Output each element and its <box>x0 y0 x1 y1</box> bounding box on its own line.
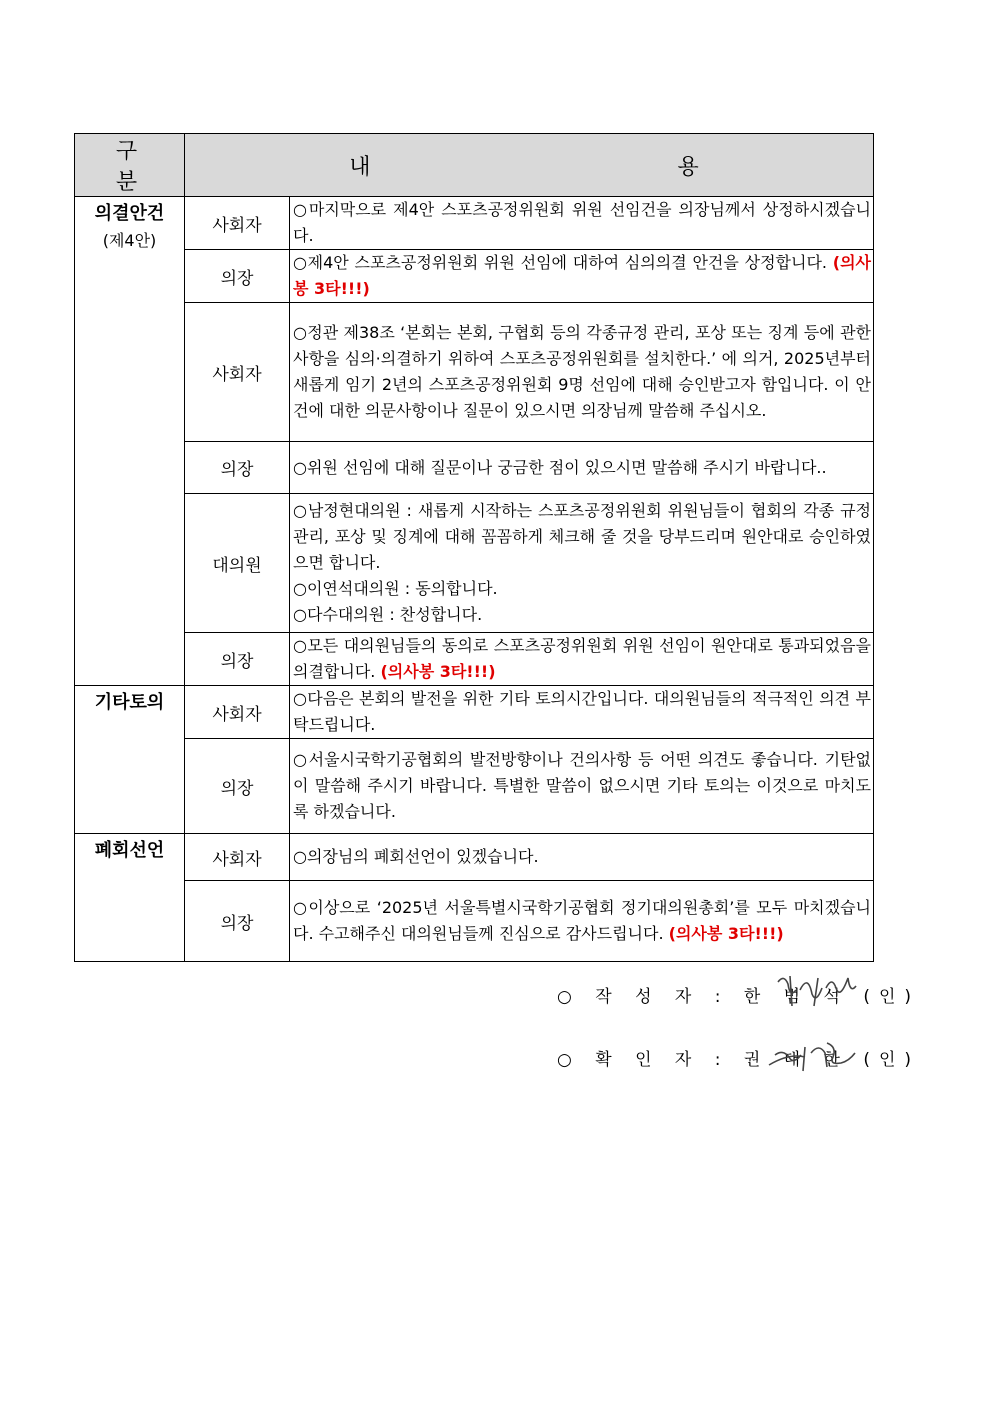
content-cell <box>290 442 874 494</box>
writer-handwritten-signature <box>770 968 860 1013</box>
content-text: ○서울시국학기공협회의 발전방향이나 건의사항 등 어떤 의견도 좋습니다. 기탄없이 말씀해 주시기 바랍니다. 특별한 말씀이 없으시면 기타 토의는 이것으로 마치도록 하겠습니다. <box>293 750 871 821</box>
section-subtitle: (제4안) <box>102 231 157 250</box>
content-paragraph <box>293 197 871 249</box>
speaker-cell: 의장 <box>185 633 290 686</box>
content-cell <box>290 834 874 881</box>
gavel-note: (의사봉 3타!!!) <box>668 924 784 943</box>
section-category <box>75 197 185 686</box>
header-content: 내 용 <box>185 134 874 197</box>
content-paragraph <box>293 320 871 424</box>
speaker-cell: 의장 <box>185 250 290 303</box>
section-category <box>75 686 185 834</box>
content-text: ○이상으로 ‘2025년 서울특별시국학기공협회 정기대의원총회’를 모두 마치겠습니다. 수고해주신 대의원님들께 진심으로 감사드립니다. <box>293 898 871 943</box>
table-row <box>75 250 874 303</box>
confirmer-signature-line: ○ 확 인 자 : 권 대 한 (인) <box>557 1050 921 1070</box>
content-cell <box>290 686 874 739</box>
section-title: 폐회선언 <box>94 840 165 861</box>
content-text: ○마지막으로 제4안 스포츠공정위원회 위원 선임건을 의장님께서 상정하시겠습니다. <box>293 200 871 245</box>
table-row <box>75 881 874 962</box>
content-text: ○위원 선임에 대해 질문이나 궁금한 점이 있으시면 말씀해 주시기 바랍니다.. <box>293 457 827 477</box>
content-paragraph <box>293 602 871 628</box>
table-row <box>75 686 874 739</box>
speaker-cell: 사회자 <box>185 834 290 881</box>
content-paragraph <box>293 686 871 738</box>
speaker-cell: 사회자 <box>185 197 290 250</box>
confirmer-handwritten-signature <box>765 1035 860 1080</box>
table-row <box>75 834 874 881</box>
content-paragraph <box>293 747 871 825</box>
content-paragraph <box>293 498 871 576</box>
content-paragraph <box>293 455 871 481</box>
content-cell <box>290 197 874 250</box>
gavel-note: (의사봉 3타!!!) <box>293 253 871 298</box>
content-cell <box>290 303 874 442</box>
content-paragraph <box>293 250 871 302</box>
content-paragraph <box>293 895 871 947</box>
minutes-table <box>74 133 874 962</box>
content-text: ○다수대의원 : 찬성합니다. <box>293 605 483 624</box>
table-row <box>75 197 874 250</box>
table-header-row <box>75 134 874 197</box>
section-title: 의결안건 <box>94 203 165 224</box>
content-paragraph <box>293 633 871 685</box>
content-text: ○정관 제38조 ‘본회는 본회, 구협회 등의 각종규정 관리, 포상 또는 징계 등에 관한 사항을 심의·의결하기 위하여 스포츠공정위원회를 설치한다.’ 에 의거, 2025년부터 새롭게 임기 2년의 스포츠공정위원회 9명 선임에 대해 승인받고자 함입니다. 이 안건에 대한 의문사항이나 질문이 있으시면 의장님께 말씀해 주십시오. <box>293 323 871 420</box>
content-paragraph <box>293 844 871 870</box>
content-cell <box>290 494 874 633</box>
speaker-cell: 대의원 <box>185 494 290 633</box>
speaker-cell: 의장 <box>185 442 290 494</box>
content-cell <box>290 881 874 962</box>
speaker-cell: 의장 <box>185 739 290 834</box>
content-cell <box>290 739 874 834</box>
header-category: 구 분 <box>75 134 185 197</box>
content-text: ○이연석대의원 : 동의합니다. <box>293 579 498 598</box>
table-row <box>75 739 874 834</box>
content-paragraph <box>293 576 871 602</box>
table-row <box>75 303 874 442</box>
content-text: ○모든 대의원님들의 동의로 스포츠공정위원회 위원 선임이 원안대로 통과되었음을 의결합니다. <box>293 636 871 681</box>
table-row <box>75 633 874 686</box>
gavel-note: (의사봉 3타!!!) <box>380 662 496 681</box>
speaker-cell: 사회자 <box>185 303 290 442</box>
speaker-cell: 사회자 <box>185 686 290 739</box>
content-cell <box>290 250 874 303</box>
content-text: ○의장님의 폐회선언이 있겠습니다. <box>293 847 539 866</box>
content-text: ○남정현대의원 : 새롭게 시작하는 스포츠공정위원회 위원님들이 협회의 각종 규정 관리, 포상 및 징계에 대해 꼼꼼하게 체크해 줄 것을 당부드리며 원안대로 승인하였으면 합니다. <box>293 501 871 572</box>
speaker-cell: 의장 <box>185 881 290 962</box>
table-row <box>75 442 874 494</box>
writer-signature-line: ○ 작 성 자 : 한 범 석 (인) <box>557 987 921 1007</box>
content-text: ○제4안 스포츠공정위원회 위원 선임에 대하여 심의의결 안건을 상정합니다. <box>293 253 827 272</box>
content-text: ○다음은 본회의 발전을 위한 기타 토의시간입니다. 대의원님들의 적극적인 의견 부탁드립니다. <box>293 689 871 734</box>
section-category <box>75 834 185 962</box>
section-title: 기타토의 <box>94 692 165 713</box>
content-cell <box>290 633 874 686</box>
table-row <box>75 494 874 633</box>
